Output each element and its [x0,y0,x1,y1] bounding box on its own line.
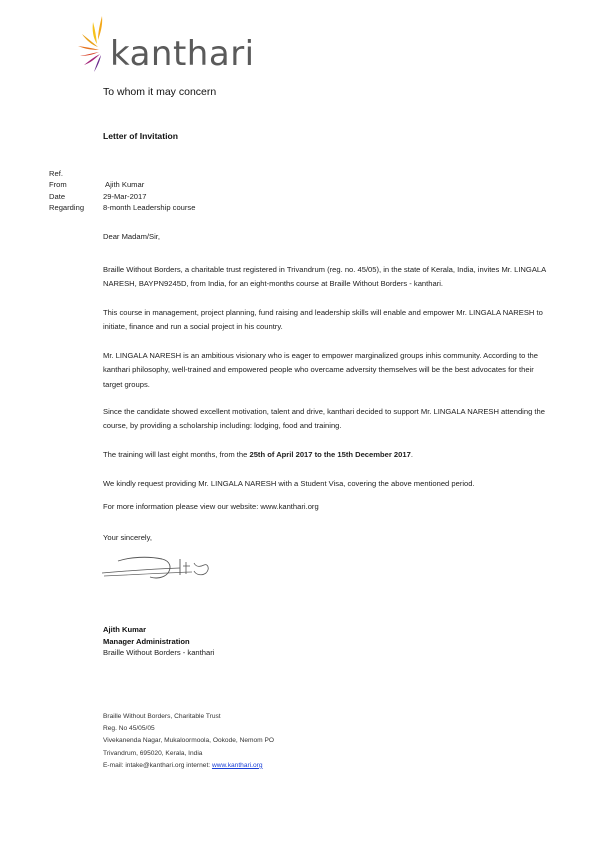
letter-meta [49,168,195,214]
footer-contact [103,760,274,772]
letter-title: Letter of Invitation [103,131,178,141]
signer-role: Manager Administration [103,636,190,646]
to-whom-heading: To whom it may concern [103,86,217,98]
paragraph-visa-request: We kindly request providing Mr. LINGALA NARESH with a Student Visa, covering the above mentioned period. [103,479,475,488]
meta-label: From [49,180,67,190]
paragraph-course: This course in management, project planning, fund raising and leadership skills will enable and empower Mr. LINGALA NARESH to initiate, finance and run a social project in his country. [103,308,543,332]
meta-row-from [49,179,195,190]
meta-row-regarding [49,202,195,213]
meta-value: 8-month Leadership course [103,203,196,213]
logo-wordmark: kanthari [110,34,255,74]
meta-label: Ref. [49,169,63,178]
meta-value: Ajith Kumar [105,180,145,190]
dates-prefix: The training will last eight months, from the [103,450,250,459]
dates-suffix: . [410,450,413,459]
meta-label: Date [49,191,66,201]
footer-line: Reg. No 45/05/05 [103,725,155,733]
website-link[interactable]: www.kanthari.org [211,761,263,769]
signer-name: Ajith Kumar [103,625,147,634]
signer-block [103,624,214,659]
meta-value: 29-Mar-2017 [103,191,147,201]
paragraph-website: For more information please view our website: www.kanthari.org [103,502,319,511]
signature-image [100,551,230,581]
footer-line: Vivekanenda Nagar, Mukaloormoola, Ookode, Nemom PO [103,737,275,745]
paragraph-scholarship: Since the candidate showed excellent motivation, talent and drive, kanthari decided to support Mr. LINGALA NARESH attending the course, by providing a scholarship including: lodging, food and training. [103,407,545,431]
paragraph-candidate: Mr. LINGALA NARESH is an ambitious visionary who is eager to empower marginalized groups inhis community. According to the kanthari philosophy, well-trained and empowered people who overcame adversity themselves will be the best advocates for their target groups. [103,351,539,389]
greeting: Dear Madam/Sir, [103,232,160,241]
footer-email: E-mail: intake@kanthari.org internet: [103,761,212,769]
meta-row-date [49,191,195,202]
footer-line: Trivandrum, 695020, Kerala, India [103,749,203,757]
closing: Your sincerely, [103,533,152,542]
footer-address [103,711,274,772]
signer-org: Braille Without Borders - kanthari [103,648,215,658]
footer-line: Braille Without Borders, Charitable Trust [103,713,221,720]
meta-row-ref [49,168,195,179]
paragraph-invitation: Braille Without Borders, a charitable trust registered in Trivandrum (reg. no. 45/05), in the state of Kerala, India, invites Mr. LINGALA NARESH, BAYPN9245D, from India, for an eight-months course at Braille Without Borders - kanthari. [103,265,546,289]
meta-label: Regarding [49,203,85,213]
kanthari-logo [76,14,255,76]
dates-bold: 25th of April 2017 to the 15th December 2017 [249,450,411,459]
paragraph-dates [103,448,555,462]
